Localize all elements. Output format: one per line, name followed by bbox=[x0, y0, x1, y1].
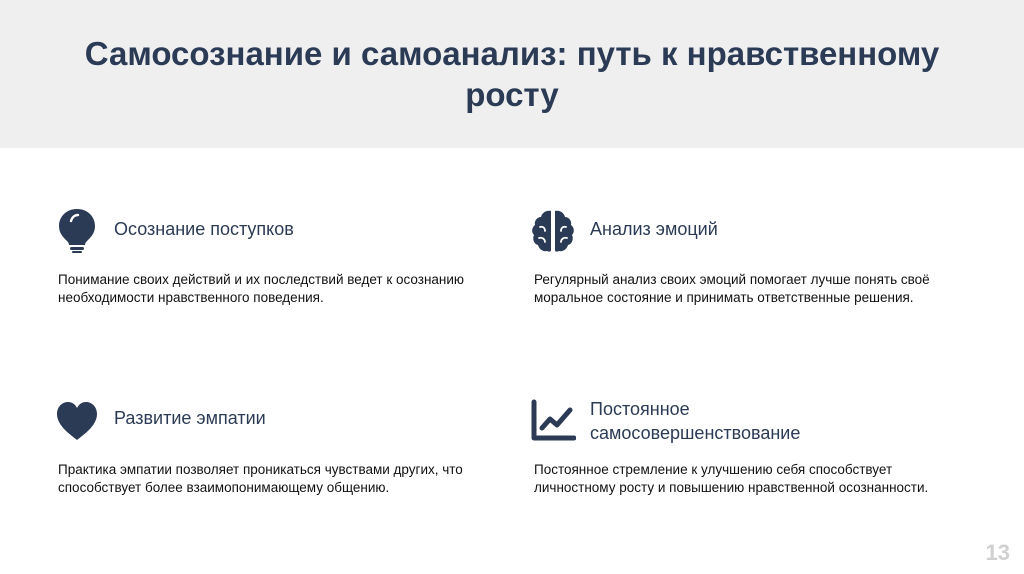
card-text-empathy: Практика эмпатии позволяет проникаться чувствами других, что способствует более взаимопонимающему общению. bbox=[58, 462, 463, 495]
card-text-self-improvement: Постоянное стремление к улучшению себя способствует личностному росту и повышению нравственной осознанности. bbox=[534, 462, 929, 495]
line-chart-icon bbox=[530, 398, 576, 444]
slide-number: 13 bbox=[985, 540, 1010, 565]
brain-icon bbox=[530, 207, 576, 253]
card-title-awareness: Осознание поступков bbox=[114, 219, 294, 239]
card-title-self-improvement: Постоянное самосовершенствование bbox=[590, 399, 801, 443]
card-text-awareness: Понимание своих действий и их последствий ведет к осознанию необходимости нравственного поведения. bbox=[58, 272, 465, 305]
card-text-emotions: Регулярный анализ своих эмоций помогает лучше понять своё моральное состояние и принимать ответственные решения. bbox=[534, 272, 930, 305]
slide-header bbox=[0, 0, 1024, 148]
card-title-empathy: Развитие эмпатии bbox=[114, 408, 266, 428]
heart-icon bbox=[54, 398, 100, 444]
lightbulb-icon bbox=[54, 207, 100, 253]
card-title-emotions: Анализ эмоций bbox=[590, 219, 718, 239]
slide-title: Самосознание и самоанализ: путь к нравственному росту bbox=[84, 35, 940, 113]
